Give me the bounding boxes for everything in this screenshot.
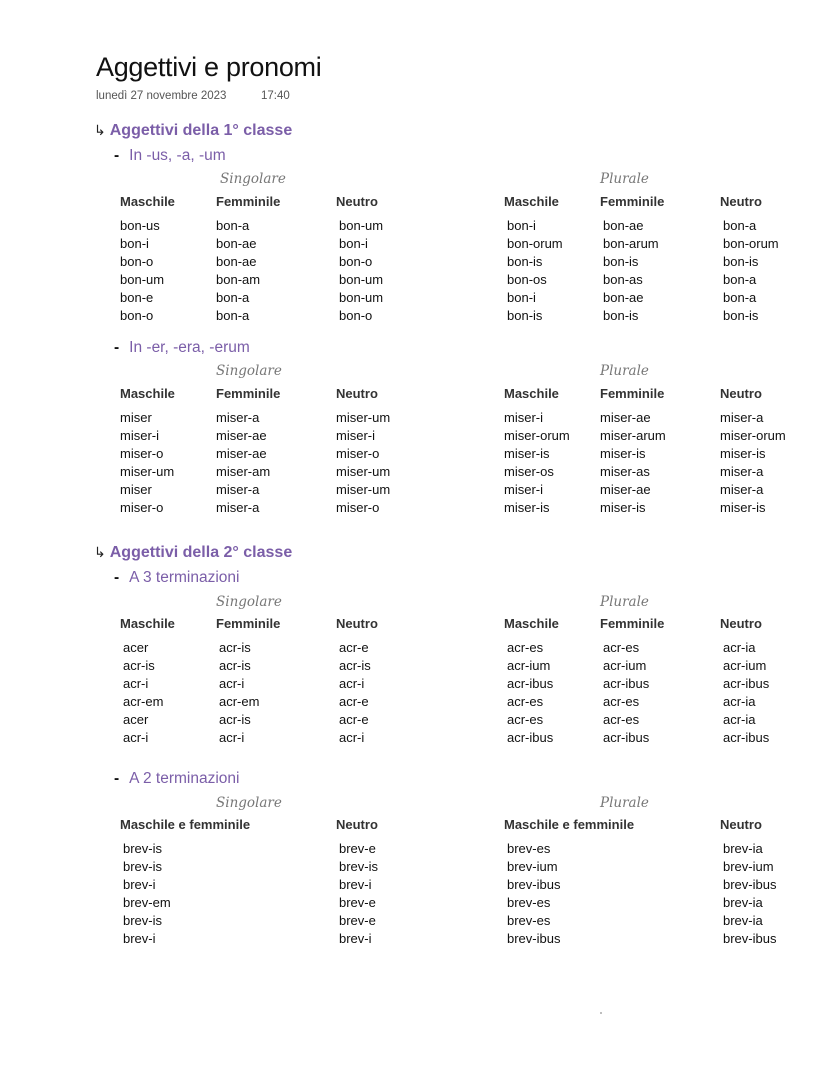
table-cell: miser-ae — [216, 446, 267, 461]
page-time: 17:40 — [261, 90, 290, 102]
table-cell: brev-e — [339, 895, 376, 910]
table-cell: miser-is — [720, 500, 766, 515]
table-cell: acer — [123, 640, 149, 655]
table-cell: acr-em — [123, 694, 164, 709]
table-column — [336, 409, 390, 517]
table-cell: acr-ibus — [603, 676, 650, 691]
table-cell: miser-is — [504, 446, 550, 461]
table-cell: miser-um — [120, 464, 175, 479]
table-cell: acr-i — [123, 730, 149, 745]
table-cell: bon-i — [507, 218, 536, 233]
table-column — [123, 840, 171, 948]
table-cell: bon-a — [723, 218, 757, 233]
table-cell: brev-es — [507, 913, 551, 928]
table-cell: acr-i — [339, 676, 365, 691]
table-cell: miser-o — [336, 500, 380, 515]
table-cell: acr-i — [219, 676, 245, 691]
table-cell: acr-is — [339, 658, 371, 673]
group-singular-label: Singolare — [216, 594, 282, 610]
table-cell: brev-em — [123, 895, 171, 910]
column-header: Femminile — [600, 386, 665, 401]
table-cell: acr-i — [123, 676, 149, 691]
column-header: Femminile — [216, 194, 281, 209]
table-cell: miser-i — [120, 428, 159, 443]
table-cell: acr-e — [339, 694, 369, 709]
table-cell: miser-is — [600, 446, 646, 461]
table-cell: miser-i — [504, 410, 543, 425]
table-cell: acr-es — [507, 640, 544, 655]
table-cell: acr-e — [339, 712, 369, 727]
table-cell: bon-as — [603, 272, 643, 287]
table-cell: acr-is — [123, 658, 155, 673]
table-cell: bon-i — [507, 290, 536, 305]
table-cell: acr-i — [219, 730, 245, 745]
table-cell: acr-es — [507, 712, 544, 727]
table-cell: brev-i — [123, 877, 156, 892]
column-header: Neutro — [336, 194, 378, 209]
group-plural-label: Plurale — [600, 171, 649, 187]
table-cell: bon-is — [603, 254, 639, 269]
table-cell: bon-a — [216, 308, 250, 323]
column-header: Maschile — [504, 194, 559, 209]
table-cell: acr-ium — [507, 658, 551, 673]
column-header: Maschile — [120, 386, 175, 401]
column-header: Maschile — [504, 386, 559, 401]
table-cell: miser-am — [216, 464, 271, 479]
column-header: Maschile — [120, 616, 175, 631]
table-cell: bon-is — [507, 308, 543, 323]
table-cell: brev-i — [123, 931, 156, 946]
table-cell: brev-e — [339, 913, 376, 928]
table-column — [600, 409, 666, 517]
table-column — [723, 840, 776, 948]
table-column — [120, 409, 174, 517]
table-cell: miser-is — [720, 446, 766, 461]
table-cell: miser-um — [336, 464, 391, 479]
stray-mark — [600, 1012, 602, 1014]
table-cell: miser-um — [336, 482, 391, 497]
table-cell: bon-orum — [507, 236, 563, 251]
table-cell: bon-o — [120, 254, 154, 269]
return-arrow-icon: ↳ — [94, 122, 106, 138]
table-cell: brev-es — [507, 841, 551, 856]
table-cell: miser-o — [120, 446, 164, 461]
table-column — [723, 639, 769, 747]
table-cell: miser-a — [216, 482, 260, 497]
table-cell: brev-is — [123, 859, 163, 874]
column-header: Neutro — [336, 817, 378, 832]
table-column — [723, 217, 779, 325]
table-cell: acr-is — [219, 658, 251, 673]
table-cell: miser-o — [120, 500, 164, 515]
table-cell: acr-ibus — [723, 676, 770, 691]
table-cell: brev-ium — [723, 859, 774, 874]
table-cell: bon-orum — [723, 236, 779, 251]
table-cell: miser-is — [600, 500, 646, 515]
table-cell: miser-um — [336, 410, 391, 425]
column-header: Maschile e femminile — [504, 817, 635, 832]
table-cell: bon-o — [339, 308, 373, 323]
table-cell: brev-ia — [723, 841, 763, 856]
table-cell: miser-i — [336, 428, 375, 443]
table-cell: acr-e — [339, 640, 369, 655]
table-cell: acer — [123, 712, 149, 727]
table-cell: brev-e — [339, 841, 376, 856]
table-cell: brev-ibus — [723, 931, 777, 946]
column-header: Maschile — [120, 194, 175, 209]
table-cell: acr-ibus — [603, 730, 650, 745]
column-header: Femminile — [216, 616, 281, 631]
table-cell: bon-um — [339, 290, 384, 305]
table-cell: brev-i — [339, 877, 372, 892]
group-plural-label: Plurale — [600, 594, 649, 610]
subsection-heading: - In -us, -a, -um — [114, 147, 226, 164]
column-header: Neutro — [720, 817, 762, 832]
subsection-heading: - A 2 terminazioni — [114, 770, 240, 787]
table-cell: bon-a — [723, 290, 757, 305]
table-cell: bon-ae — [603, 218, 644, 233]
table-column — [216, 409, 270, 517]
table-cell: brev-ibus — [507, 877, 561, 892]
table-cell: bon-os — [507, 272, 547, 287]
column-header: Neutro — [720, 386, 762, 401]
table-cell: miser-i — [504, 482, 543, 497]
table-cell: acr-ia — [723, 640, 756, 655]
column-header: Neutro — [720, 194, 762, 209]
table-column — [720, 409, 786, 517]
table-column — [507, 217, 563, 325]
column-header: Neutro — [720, 616, 762, 631]
subsection-heading: - In -er, -era, -erum — [114, 339, 250, 356]
table-cell: brev-ibus — [723, 877, 777, 892]
table-column — [120, 217, 164, 325]
page-date: lunedì 27 novembre 2023 — [96, 90, 227, 102]
table-cell: bon-um — [120, 272, 165, 287]
table-cell: miser-a — [720, 464, 764, 479]
table-cell: acr-es — [603, 712, 640, 727]
section-heading-1: ↳ Aggettivi della 1° classe — [94, 122, 293, 139]
group-plural-label: Plurale — [600, 795, 649, 811]
table-cell: miser-a — [216, 410, 260, 425]
table-cell: acr-ibus — [723, 730, 770, 745]
table-cell: acr-ia — [723, 712, 756, 727]
table-column — [603, 217, 659, 325]
table-cell: miser-orum — [504, 428, 570, 443]
table-column — [339, 840, 378, 948]
table-cell: acr-es — [603, 694, 640, 709]
table-cell: miser — [120, 410, 152, 425]
column-header: Maschile — [504, 616, 559, 631]
column-header: Femminile — [216, 386, 281, 401]
table-cell: bon-ae — [603, 290, 644, 305]
table-cell: bon-is — [723, 308, 759, 323]
table-cell: bon-um — [339, 218, 384, 233]
table-cell: miser-ae — [216, 428, 267, 443]
column-header: Neutro — [336, 616, 378, 631]
table-cell: miser-as — [600, 464, 650, 479]
table-cell: bon-o — [120, 308, 154, 323]
table-cell: bon-is — [723, 254, 759, 269]
table-cell: bon-o — [339, 254, 373, 269]
table-cell: brev-is — [123, 913, 163, 928]
table-cell: bon-ae — [216, 236, 257, 251]
table-cell: brev-ia — [723, 913, 763, 928]
table-cell: acr-i — [339, 730, 365, 745]
column-header: Maschile e femminile — [120, 817, 251, 832]
table-cell: acr-ium — [723, 658, 767, 673]
table-cell: brev-ia — [723, 895, 763, 910]
table-cell: bon-um — [339, 272, 384, 287]
table-cell: bon-arum — [603, 236, 659, 251]
table-cell: bon-a — [216, 218, 250, 233]
table-column — [504, 409, 570, 517]
column-header: Femminile — [600, 616, 665, 631]
table-cell: bon-is — [603, 308, 639, 323]
table-cell: miser — [120, 482, 152, 497]
table-column — [216, 217, 260, 325]
table-cell: acr-ibus — [507, 730, 554, 745]
table-cell: miser-is — [504, 500, 550, 515]
table-cell: bon-ae — [216, 254, 257, 269]
table-cell: acr-ium — [603, 658, 647, 673]
table-column — [339, 639, 371, 747]
return-arrow-icon: ↳ — [94, 544, 106, 560]
table-cell: miser-a — [720, 410, 764, 425]
table-cell: brev-is — [123, 841, 163, 856]
table-cell: bon-i — [339, 236, 368, 251]
table-cell: bon-is — [507, 254, 543, 269]
table-cell: acr-em — [219, 694, 260, 709]
table-cell: brev-is — [339, 859, 379, 874]
table-cell: acr-es — [507, 694, 544, 709]
table-cell: bon-am — [216, 272, 261, 287]
table-cell: miser-a — [720, 482, 764, 497]
table-cell: brev-i — [339, 931, 372, 946]
table-column — [219, 639, 259, 747]
table-cell: miser-arum — [600, 428, 666, 443]
table-cell: acr-is — [219, 640, 251, 655]
section-heading-2: ↳ Aggettivi della 2° classe — [94, 544, 293, 561]
table-cell: miser-a — [216, 500, 260, 515]
table-cell: brev-es — [507, 895, 551, 910]
column-header: Neutro — [336, 386, 378, 401]
table-cell: bon-a — [216, 290, 250, 305]
group-plural-label: Plurale — [600, 363, 649, 379]
table-cell: brev-ibus — [507, 931, 561, 946]
table-cell: bon-e — [120, 290, 154, 305]
table-cell: miser-ae — [600, 410, 651, 425]
group-singular-label: Singolare — [216, 363, 282, 379]
table-cell: acr-is — [219, 712, 251, 727]
table-column — [339, 217, 383, 325]
table-cell: bon-i — [120, 236, 149, 251]
table-cell: acr-es — [603, 640, 640, 655]
table-cell: miser-orum — [720, 428, 786, 443]
table-cell: bon-us — [120, 218, 160, 233]
table-column — [123, 639, 163, 747]
table-column — [603, 639, 649, 747]
table-cell: acr-ia — [723, 694, 756, 709]
page-title: Aggettivi e pronomi — [96, 52, 322, 82]
subsection-heading: - A 3 terminazioni — [114, 569, 240, 586]
table-cell: brev-ium — [507, 859, 558, 874]
group-singular-label: Singolare — [220, 171, 286, 187]
table-cell: miser-o — [336, 446, 380, 461]
table-column — [507, 840, 560, 948]
table-cell: miser-ae — [600, 482, 651, 497]
table-column — [507, 639, 553, 747]
table-cell: acr-ibus — [507, 676, 554, 691]
column-header: Femminile — [600, 194, 665, 209]
table-cell: bon-a — [723, 272, 757, 287]
table-cell: miser-os — [504, 464, 554, 479]
group-singular-label: Singolare — [216, 795, 282, 811]
